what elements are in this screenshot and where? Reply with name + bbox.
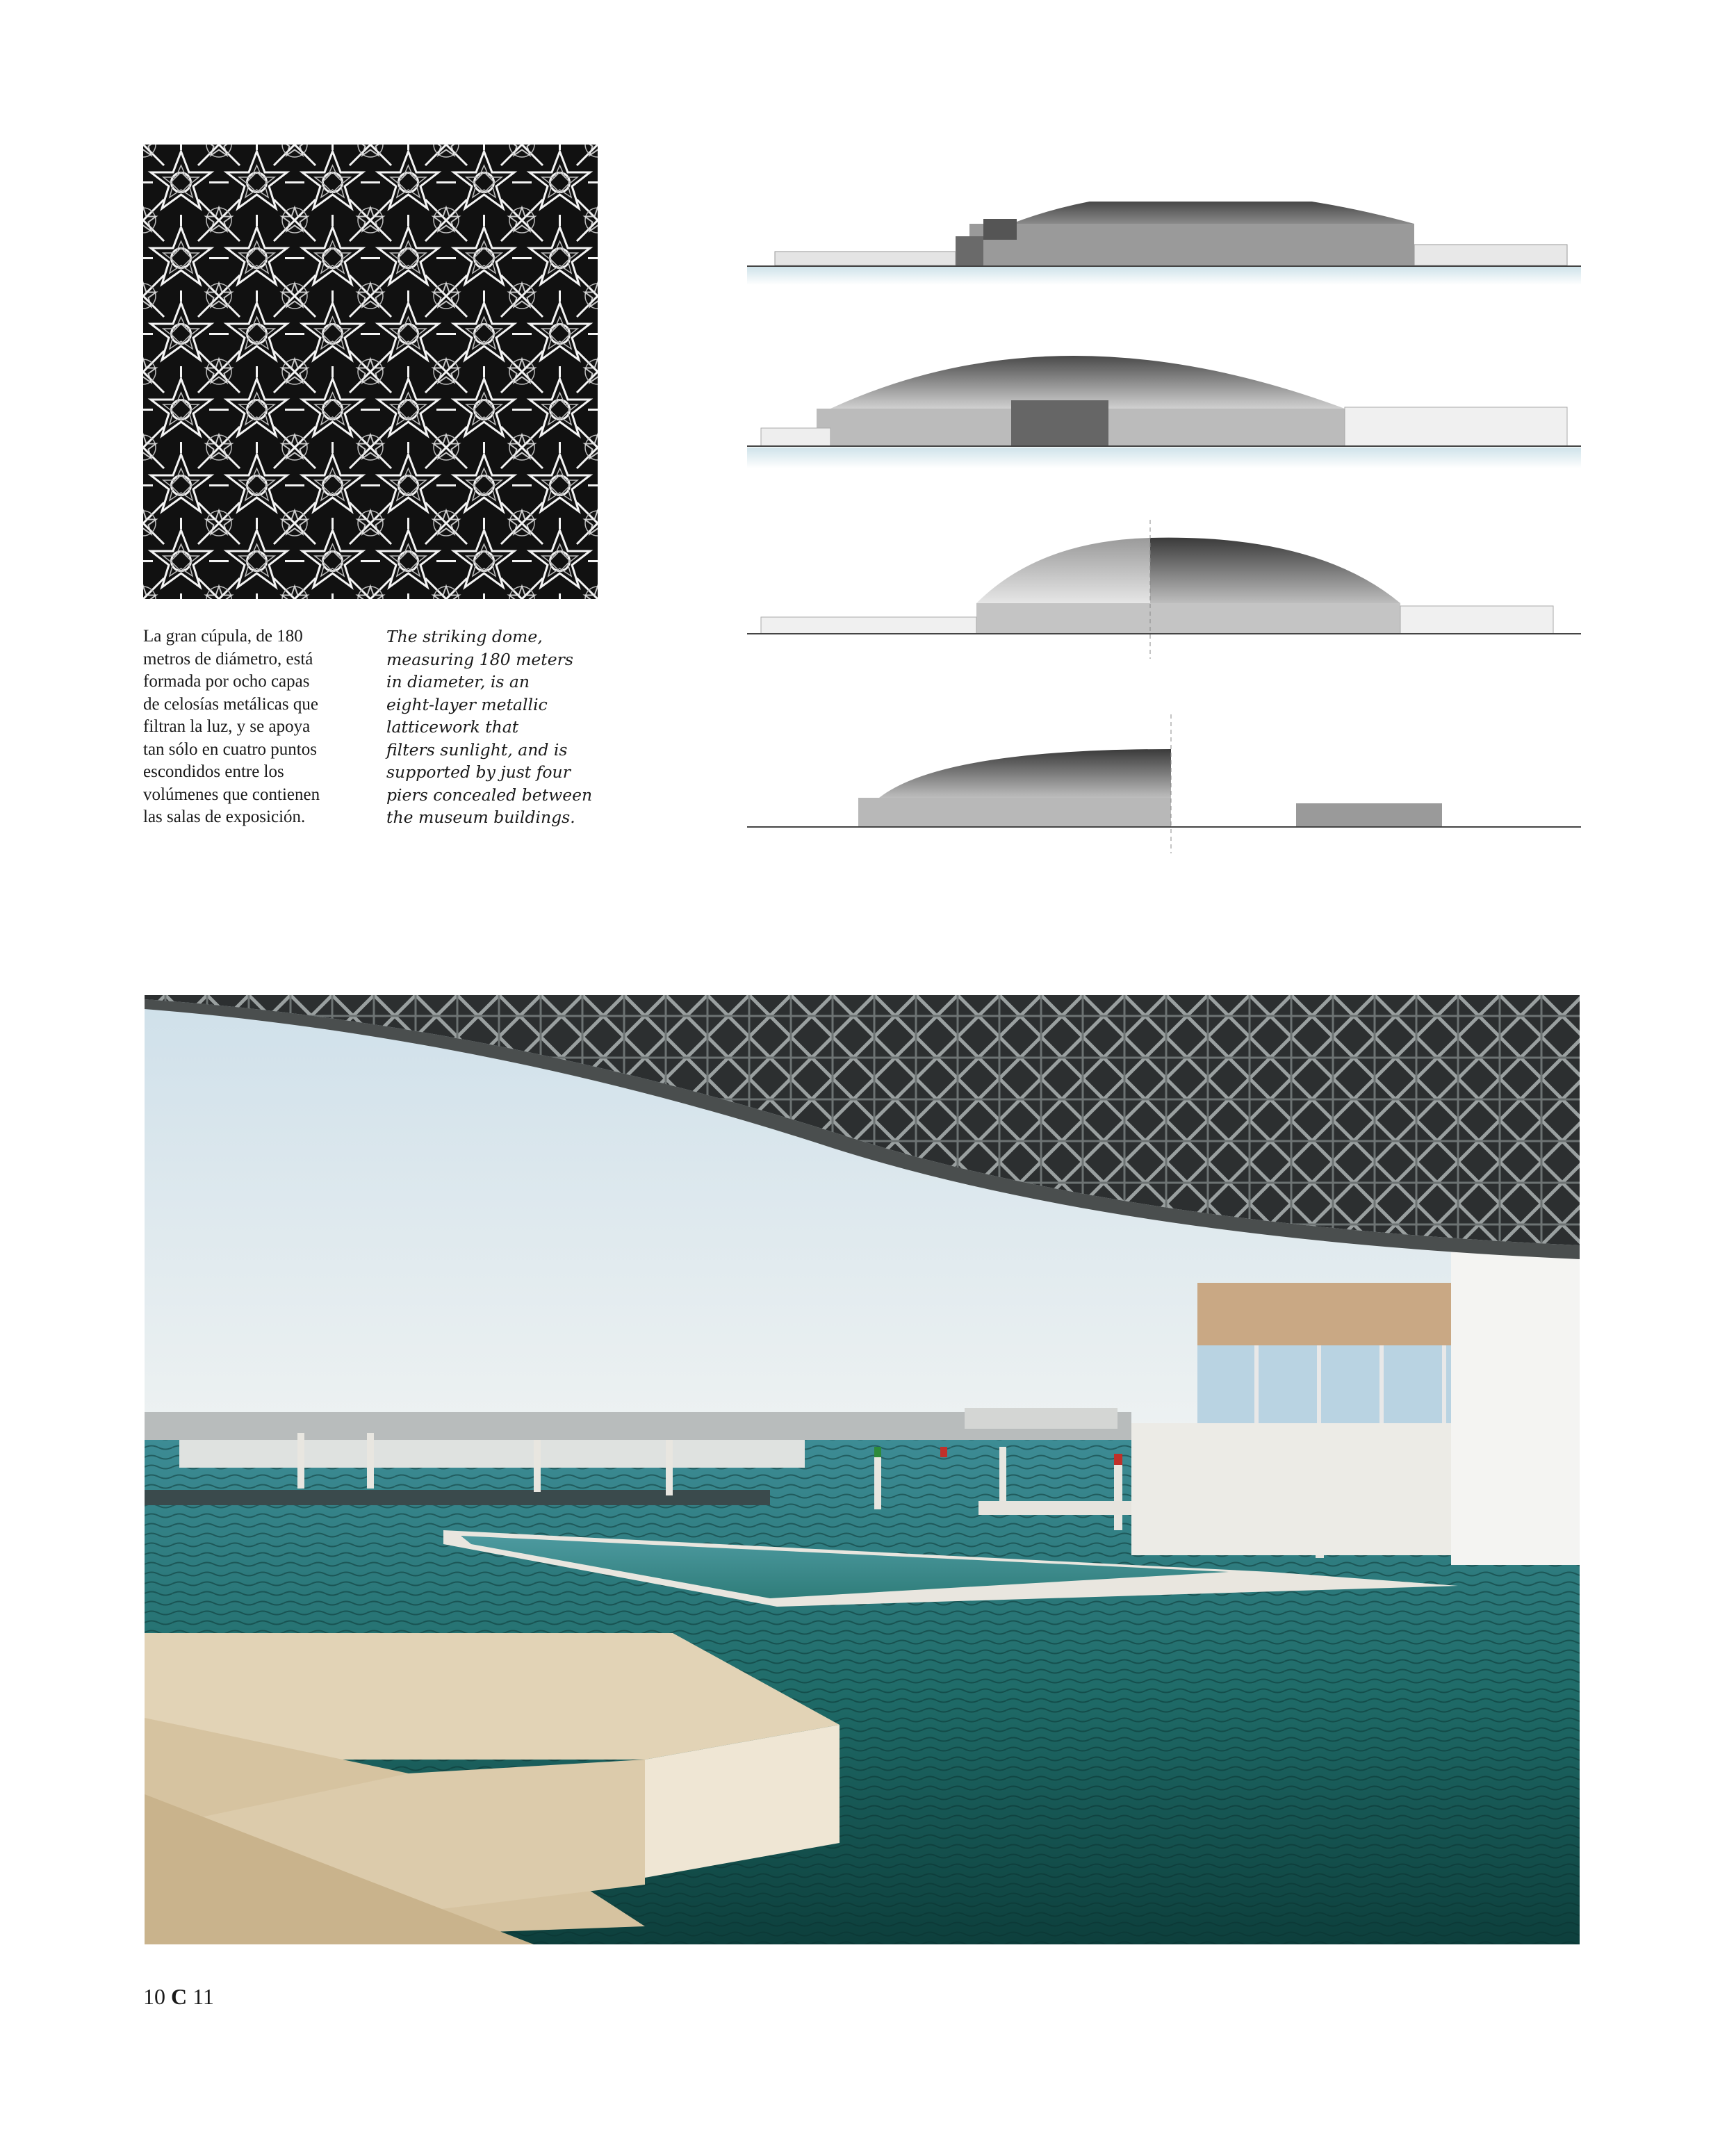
page-folio: [143, 1984, 214, 2010]
page-number-left: 10: [143, 1984, 165, 2009]
section-drawing-3: [747, 520, 1581, 659]
section-drawing-1: [747, 202, 1581, 292]
section-drawing-4: [747, 714, 1581, 853]
section-drawing-2: [747, 331, 1581, 477]
caption-english: The striking dome, measuring 180 meters in diameter, is an eight-layer metallic latticework that filters sunlight, and is supported by just four piers concealed between the museum buildings.: [386, 627, 593, 827]
page-number-right: 11: [193, 1984, 214, 2009]
magazine-logo: C: [171, 1984, 188, 2009]
lattice-pattern-image: [143, 145, 598, 599]
museum-waterfront-photo: [145, 995, 1580, 1944]
caption-spanish: La gran cúpula, de 180 metros de diámetro, está formada por ocho capas de celosías metálicas que filtran la luz, y se apoya tan sólo en cuatro puntos escondidos entre los volúmenes que contienen las salas de exposición.: [143, 627, 320, 826]
